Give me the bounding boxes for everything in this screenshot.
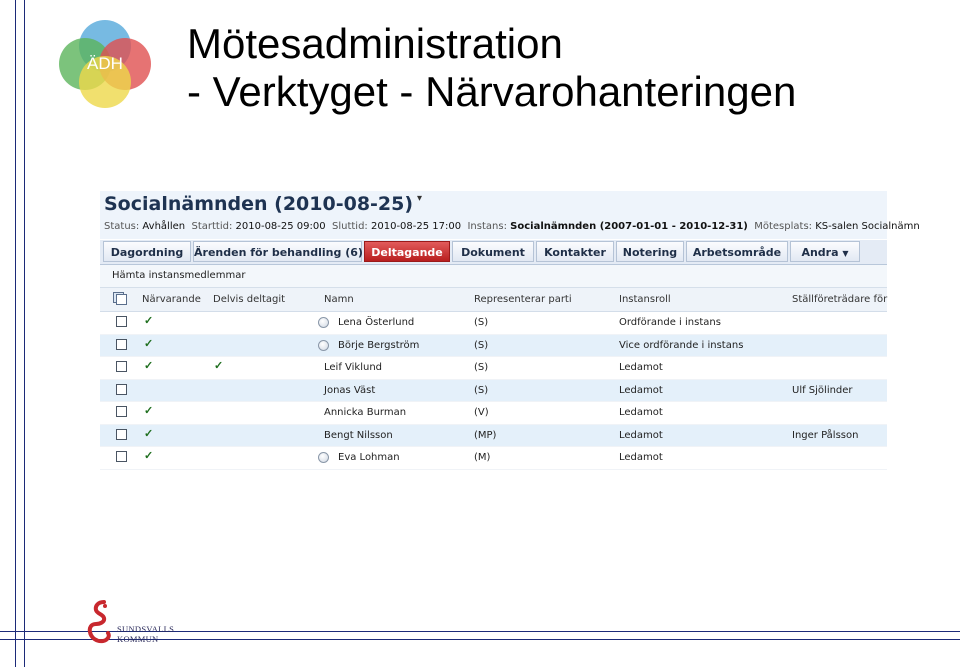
member-role: Ledamot	[619, 407, 663, 418]
col-partial[interactable]: Delvis deltagit	[213, 294, 286, 305]
member-substitute: Ulf Sjölinder	[792, 384, 853, 396]
table-row[interactable]	[100, 380, 887, 403]
row-select-checkbox[interactable]	[116, 316, 127, 327]
tab-kontakter[interactable]: Kontakter	[536, 241, 614, 262]
person-icon	[318, 317, 329, 328]
member-name: Lena Österlund	[338, 317, 415, 328]
fetch-members-link[interactable]: Hämta instansmedlemmar	[112, 270, 246, 281]
row-select-checkbox[interactable]	[116, 339, 127, 350]
attendance-grid	[100, 288, 887, 470]
member-party: (S)	[474, 339, 489, 351]
member-name: Leif Viklund	[324, 362, 383, 373]
logo-text-line1: SUNDSVALLS	[117, 624, 175, 634]
person-icon	[318, 452, 329, 463]
adh-logo-text: ÄDH	[87, 54, 123, 73]
member-substitute: Inger Pålsson	[792, 429, 859, 441]
row-select-checkbox[interactable]	[116, 361, 127, 372]
present-check-icon[interactable]: ✓	[144, 427, 154, 440]
col-role[interactable]: Instansroll	[619, 294, 671, 305]
tab-dagordning[interactable]: Dagordning	[103, 241, 191, 262]
col-party[interactable]: Representerar parti	[474, 294, 572, 305]
member-party: (MP)	[474, 429, 497, 441]
present-check-icon[interactable]: ✓	[144, 405, 154, 417]
member-name: Jonas Väst	[324, 384, 376, 396]
chevron-down-icon[interactable]: ▾	[417, 193, 423, 204]
tab-arbetsomrade[interactable]: Arbetsområde	[686, 241, 788, 262]
present-check-icon[interactable]: ✓	[144, 450, 154, 462]
row-select-checkbox[interactable]	[116, 429, 127, 440]
member-role: Ledamot	[619, 362, 663, 373]
member-name: Bengt Nilsson	[324, 429, 393, 441]
sundsvalls-kommun-logo	[84, 600, 184, 648]
row-select-checkbox[interactable]	[116, 451, 127, 462]
member-role: Vice ordförande i instans	[619, 339, 744, 351]
present-check-icon[interactable]: ✓	[144, 315, 154, 327]
partial-check-icon[interactable]: ✓	[214, 360, 224, 372]
member-party: (S)	[474, 317, 489, 328]
adh-logo	[55, 16, 155, 112]
row-select-checkbox[interactable]	[116, 384, 127, 395]
member-party: (V)	[474, 407, 489, 418]
table-row[interactable]	[100, 425, 887, 448]
table-row[interactable]	[100, 335, 887, 358]
slide-title-line1: Mötesadministration	[187, 20, 563, 67]
member-role: Ledamot	[619, 429, 663, 441]
meeting-title[interactable]: Socialnämnden (2010-08-25) ▾	[104, 193, 423, 215]
select-all-icon[interactable]	[113, 292, 127, 305]
toolbar	[100, 265, 887, 288]
member-name: Eva Lohman	[338, 452, 400, 463]
app-screenshot	[100, 191, 920, 463]
page-header	[100, 191, 920, 239]
grid-header	[100, 288, 887, 312]
slide-border-line-left	[15, 0, 16, 667]
member-party: (M)	[474, 452, 491, 463]
slide-title	[187, 20, 796, 116]
tab-bar	[100, 240, 887, 265]
member-party: (S)	[474, 362, 489, 373]
table-row[interactable]	[100, 312, 887, 335]
seahorse-emblem-icon	[86, 600, 116, 646]
col-present[interactable]: Närvarande	[142, 294, 201, 305]
col-substitute[interactable]: Ställföreträdare för	[792, 294, 888, 305]
present-check-icon[interactable]: ✓	[144, 360, 154, 372]
person-icon	[318, 340, 329, 351]
member-party: (S)	[474, 384, 489, 396]
tab-deltagande[interactable]: Deltagande	[364, 241, 450, 262]
table-row[interactable]	[100, 447, 887, 470]
tab-dokument[interactable]: Dokument	[452, 241, 534, 262]
member-name: Annicka Burman	[324, 407, 407, 418]
chevron-down-icon: ▼	[842, 249, 849, 258]
member-role: Ledamot	[619, 452, 663, 463]
member-role: Ledamot	[619, 384, 663, 396]
slide-title-line2: - Verktyget - Närvarohanteringen	[187, 68, 797, 115]
table-row[interactable]	[100, 357, 887, 380]
table-row[interactable]	[100, 402, 887, 425]
tab-notering[interactable]: Notering	[616, 241, 684, 262]
tab-andra[interactable]: Andra ▼	[790, 241, 860, 262]
meeting-status-line: Status: Avhållen Starttid: 2010-08-25 09:00 Sluttid: 2010-08-25 17:00 Instans: Socialnämnden (2007-01-01 - 2010-12-31) Mötesplats: KS-salen Socialnämn	[104, 221, 920, 232]
member-name: Börje Bergström	[338, 339, 420, 351]
row-select-checkbox[interactable]	[116, 406, 127, 417]
logo-text-line2: KOMMUN	[117, 634, 159, 644]
tab-arenden[interactable]: Ärenden för behandling (6)	[193, 241, 362, 262]
col-name[interactable]: Namn	[324, 294, 354, 305]
slide-border-line-left-inner	[24, 0, 25, 667]
member-role: Ordförande i instans	[619, 317, 721, 328]
present-check-icon[interactable]: ✓	[144, 337, 154, 350]
